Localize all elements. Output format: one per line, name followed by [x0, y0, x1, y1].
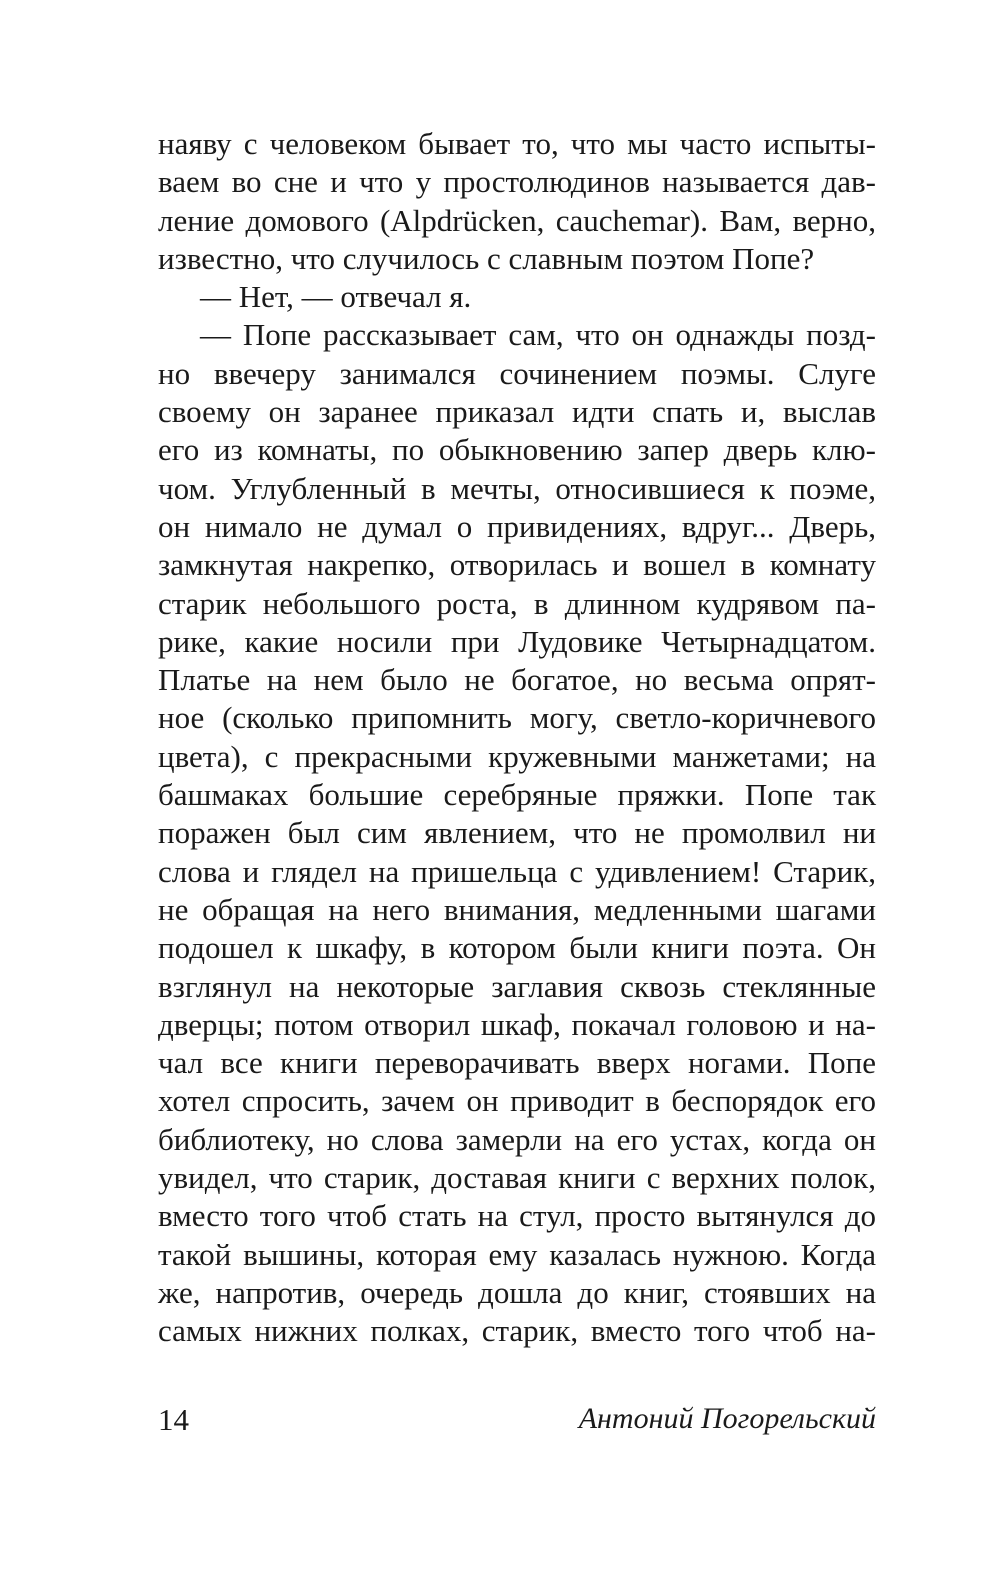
text-line: ваем во сне и что у простолюдинов называется дав- [158, 164, 876, 200]
text-line: же, напротив, очередь дошла до книг, стоявших на [158, 1274, 876, 1310]
running-author: Антоний Погорельский [578, 1402, 876, 1435]
text-line: его из комнаты, по обыкновению запер дверь клю- [158, 432, 876, 468]
text-line: хотел спросить, зачем он приводит в беспорядок его [158, 1083, 876, 1119]
text-line: башмаках большие серебряные пряжки. Попе так [158, 777, 876, 813]
text-line: своему он заранее приказал идти спать и, выслав [158, 394, 876, 430]
text-line: слова и глядел на пришельца с удивлением! Старик, [158, 853, 876, 889]
body-text [158, 125, 876, 1351]
text-line: ное (сколько припомнить могу, светло-коричневого [158, 700, 876, 736]
text-line: известно, что случилось с славным поэтом Попе? [158, 240, 815, 276]
text-line: он нимало не думал о привидениях, вдруг... Дверь, [158, 508, 876, 544]
text-line: такой вышины, которая ему казалась нужною. Когда [158, 1236, 876, 1272]
text-line: рике, какие носили при Лудовике Четырнадцатом. [158, 623, 876, 659]
text-line: вместо того чтоб стать на стул, просто вытянулся до [158, 1198, 876, 1234]
text-line: цвета), с прекрасными кружевными манжетами; на [158, 738, 876, 774]
text-line: старик небольшого роста, в длинном кудрявом па- [158, 585, 876, 621]
text-line: ление домового (Alpdrücken, cauchemar). Вам, верно, [158, 202, 876, 238]
text-line: чом. Углубленный в мечты, относившиеся к поэме, [158, 470, 876, 506]
text-line: самых нижних полках, старик, вместо того чтоб на- [158, 1313, 876, 1349]
page-number: 14 [158, 1402, 189, 1437]
text-line: наяву с человеком бывает то, что мы часто испыты- [158, 126, 876, 161]
text-line: Платье на нем было не богатое, но весьма опрят- [158, 662, 876, 698]
text-line: взглянул на некоторые заглавия сквозь стеклянные [158, 968, 876, 1004]
text-line: но ввечеру занимался сочинением поэмы. Слуге [158, 355, 876, 391]
dialogue-line: — Нет, — отвечал я. [200, 279, 472, 315]
paragraph-start-line: — Попе рассказывает сам, что он однажды позд- [200, 317, 876, 353]
text-line: подошел к шкафу, в котором были книги поэта. Он [158, 930, 876, 966]
page-footer [158, 1402, 876, 1446]
text-line: дверцы; потом отворил шкаф, покачал головою и на- [158, 1006, 876, 1042]
text-line: не обращая на него внимания, медленными шагами [158, 891, 876, 927]
text-line: чал все книги переворачивать вверх ногами. Попе [158, 1045, 876, 1081]
text-line: поражен был сим явлением, что не промолвил ни [158, 815, 876, 851]
text-line: замкнутая накрепко, отворилась и вошел в комнату [158, 547, 876, 583]
text-line: библиотеку, но слова замерли на его устах, когда он [158, 1121, 876, 1157]
text-line: увидел, что старик, доставая книги с верхних полок, [158, 1160, 876, 1196]
